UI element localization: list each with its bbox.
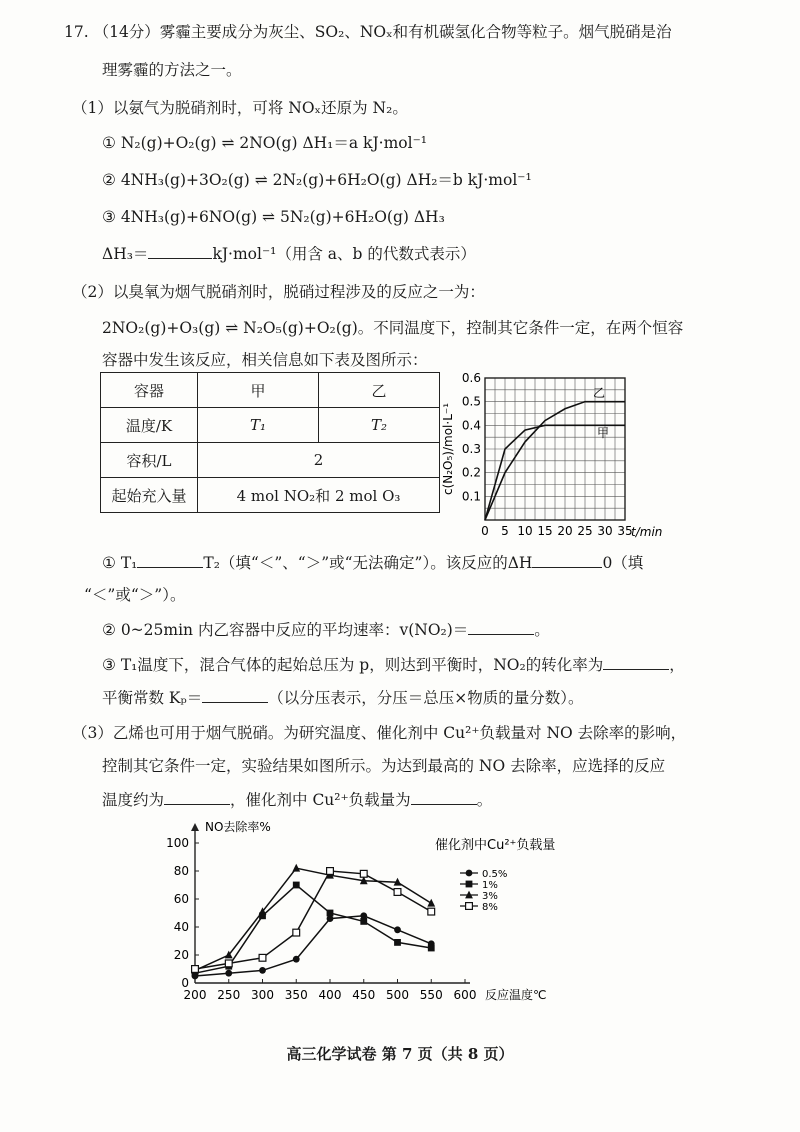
part3-ask-a: 温度约为 [102, 791, 165, 809]
table-row [101, 373, 440, 408]
data-point [427, 899, 435, 907]
x-tick-label: 200 [183, 988, 207, 1002]
table-cell: 4 mol NO₂和 2 mol O₃ [198, 478, 440, 513]
answer-blank-rate[interactable] [468, 620, 534, 635]
concentration-time-chart [430, 360, 690, 545]
y-tick-label: 0.6 [461, 371, 481, 385]
q2-part-a: ② 0~25min 内乙容器中反应的平均速率：v(NO₂)＝ [102, 621, 469, 639]
part1-equation-2: ② 4NH₃(g)+3O₂(g) ⇌ 2N₂(g)+6H₂O(g) ΔH₂＝b kJ·mol⁻¹ [102, 171, 532, 189]
table-cell: 容积/L [101, 443, 198, 478]
part1-equation-3: ③ 4NH₃(g)+6NO(g) ⇌ 5N₂(g)+6H₂O(g) ΔH₃ [102, 208, 445, 226]
table-row [101, 478, 440, 513]
y-axis-label: c(N₂O₅)/mol·L⁻¹ [441, 402, 455, 496]
data-point [466, 870, 473, 877]
part2-intro: （2）以臭氧为烟气脱硝剂时，脱硝过程涉及的反应之一为： [72, 283, 485, 301]
table-cell: 温度/K [101, 408, 198, 443]
series-label: 甲 [597, 426, 610, 441]
data-point [394, 939, 401, 946]
series-label: 乙 [593, 385, 606, 400]
part2-reaction-cont: 容器中发生该反应，相关信息如下表及图所示： [102, 351, 428, 369]
y-tick-label: 60 [173, 892, 189, 906]
page-footer: 高三化学试卷 第 7 页（共 8 页） [286, 1045, 514, 1063]
x-tick-label: 25 [577, 524, 593, 538]
y-axis-label: NO去除率% [205, 820, 271, 834]
data-point [428, 908, 435, 915]
y-tick-label: 80 [173, 864, 189, 878]
q1-part-a: ① T₁ [102, 554, 138, 572]
conditions-table [100, 372, 440, 513]
question-line-1: 17. （14分）雾霾主要成分为灰尘、SO₂、NOₓ和有机碳氢化合物等粒子。烟气脱硝是治 [64, 23, 672, 41]
answer-blank-temperature[interactable] [164, 790, 230, 805]
part3-line-1: （3）乙烯也可用于烟气脱硝。为研究温度、催化剂中 Cu²⁺负载量对 NO 去除率的影响， [72, 724, 687, 742]
data-point [293, 929, 300, 936]
y-tick-label: 0.2 [461, 465, 481, 480]
answer-blank-t-compare[interactable] [137, 553, 203, 568]
y-tick-label: 20 [173, 948, 189, 962]
q3-part-a: ③ T₁温度下，混合气体的起始总压为 p，则达到平衡时，NO₂的转化率为 [102, 656, 604, 674]
q3-part-b: ， [669, 656, 685, 674]
part3-line-3 [102, 790, 492, 810]
answer-blank-kp[interactable] [202, 688, 268, 703]
data-point [394, 926, 401, 933]
y-tick-label: 0.1 [461, 489, 481, 504]
x-tick-label: 500 [386, 988, 409, 1002]
table-cell: 2 [198, 443, 440, 478]
answer-blank-dh3[interactable] [148, 244, 212, 259]
x-tick-label: 30 [597, 524, 613, 538]
y-tick-label: 0.3 [461, 442, 481, 456]
x-axis-label: 反应温度℃ [485, 988, 547, 1002]
y-axis-arrow [191, 823, 199, 831]
part3-line-2: 控制其它条件一定，实验结果如图所示。为达到最高的 NO 去除率，应选择的反应 [102, 757, 666, 775]
table-cell: 乙 [319, 373, 440, 408]
part1-equation-1: ① N₂(g)+O₂(g) ⇌ 2NO(g) ΔH₁＝a kJ·mol⁻¹ [102, 134, 427, 152]
y-tick-label: 0.4 [461, 418, 481, 433]
table-cell: T₁ [198, 408, 319, 443]
x-tick-label: 600 [453, 988, 477, 1002]
data-point [225, 960, 232, 967]
data-point [293, 956, 300, 963]
legend-label: 0.5% [482, 869, 508, 880]
part2-reaction: 2NO₂(g)+O₃(g) ⇌ N₂O₅(g)+O₂(g)。不同温度下，控制其它条件一定，在两个恒容 [102, 319, 684, 337]
data-point [292, 864, 300, 872]
part1-intro: （1）以氨气为脱硝剂时，可将 NOₓ还原为 N₂。 [72, 99, 408, 117]
data-point [192, 966, 199, 973]
data-point [466, 881, 473, 888]
legend-label: 1% [482, 880, 498, 891]
part3-ask-c: 。 [476, 791, 493, 809]
data-point [259, 954, 266, 961]
x-tick-label: 10 [517, 524, 533, 538]
x-tick-label: 35 [617, 524, 633, 538]
part1-question [102, 244, 476, 264]
x-axis-label: t/min [631, 525, 663, 539]
x-tick-label: 400 [318, 988, 342, 1002]
q4-part-b: （以分压表示，分压＝总压×物质的量分数）。 [268, 689, 584, 707]
q2-part-b: 。 [534, 621, 550, 639]
part1-ask-suffix: kJ·mol⁻¹（用含 a、b 的代数式表示） [212, 245, 476, 263]
q1-part-b: T₂（填“＜”、“＞”或“无法确定”）。该反应的ΔH [203, 554, 533, 572]
x-tick-label: 450 [352, 988, 376, 1002]
no-removal-chart [160, 815, 640, 1015]
y-tick-label: 40 [173, 920, 189, 934]
part2-q2 [102, 620, 550, 640]
part1-ask-prefix: ΔH₃＝ [102, 245, 149, 263]
data-point [225, 970, 232, 977]
y-tick-label: 0.5 [461, 394, 481, 409]
q1-part-c: 0（填 [602, 554, 644, 572]
table-row [101, 408, 440, 443]
answer-blank-dh[interactable] [532, 553, 602, 568]
legend-label: 8% [482, 902, 498, 913]
q4-part-a: 平衡常数 Kₚ＝ [102, 689, 203, 707]
x-tick-label: 350 [284, 988, 308, 1002]
data-point [394, 889, 401, 896]
legend-label: 3% [482, 891, 498, 902]
x-tick-label: 250 [217, 988, 241, 1002]
table-cell: T₂ [319, 408, 440, 443]
table-cell: 起始充入量 [101, 478, 198, 513]
y-tick-label: 0 [181, 976, 189, 990]
part3-ask-b: ，催化剂中 Cu²⁺负载量为 [230, 791, 411, 809]
part2-q4 [102, 688, 583, 708]
legend-title: 催化剂中Cu²⁺负载量 [435, 838, 556, 853]
table-cell: 容器 [101, 373, 198, 408]
data-point [327, 910, 334, 917]
data-point [360, 870, 367, 877]
x-tick-label: 300 [251, 988, 274, 1002]
x-tick-label: 5 [501, 524, 509, 538]
table-row [101, 443, 440, 478]
y-tick-label: 100 [166, 836, 189, 850]
data-point [428, 945, 435, 952]
data-point [360, 918, 367, 925]
data-point [466, 903, 473, 910]
table-cell: 甲 [198, 373, 319, 408]
part2-q3 [102, 655, 685, 675]
question-line-2: 理雾霾的方法之一。 [102, 61, 242, 79]
data-point [327, 868, 334, 875]
part2-q1-cont: “＜”或“＞”）。 [84, 586, 186, 604]
answer-blank-loading[interactable] [411, 790, 477, 805]
x-tick-label: 20 [557, 524, 573, 538]
x-tick-label: 550 [419, 988, 443, 1002]
x-tick-label: 0 [481, 524, 489, 538]
x-tick-label: 15 [537, 524, 553, 538]
data-point [259, 967, 266, 974]
data-point [293, 882, 300, 889]
part2-q1 [102, 553, 643, 573]
answer-blank-conversion[interactable] [603, 655, 669, 670]
